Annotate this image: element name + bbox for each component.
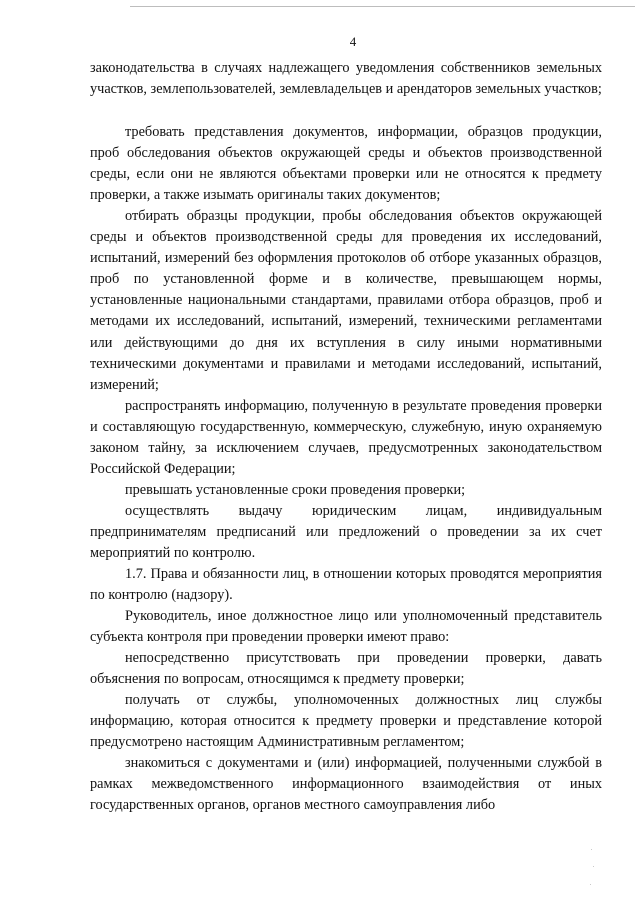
paragraph-10: получать от службы, уполномоченных должностных лиц службы информацию, которая относится к предмету проверки и представление которой предусмотрено настоящим Административным регламентом; [90, 692, 602, 751]
paragraph-7: 1.7. Права и обязанности лиц, в отношении которых проводятся мероприятия по контролю (надзору). [90, 566, 602, 604]
paragraph-3: отбирать образцы продукции, пробы обследования объектов окружающей среды и объектов производственной среды для проведения их исследований, испытаний, измерений без оформления протоколов об отборе указанных образцов, проб по установленной форме и в количестве, превышающем нормы, установленные национальными стандартами, правилами отбора образцов, проб и методами их исследований, испытаний, измерений, техническими регламентами или действующими до дня их вступления в силу иными нормативными техническими документами и правилами и методами исследований, испытаний, измерений; [90, 208, 602, 393]
page-number: 4 [349, 34, 357, 49]
scan-speck [593, 866, 594, 867]
scan-speck [590, 884, 591, 885]
paragraph-9: непосредственно присутствовать при проведении проверки, давать объяснения по вопросам, относящимся к предмету проверки; [90, 650, 602, 688]
paragraph-2: требовать представления документов, информации, образцов продукции, проб обследования объектов окружающей среды и объектов производственной среды, если они не являются объектами проверки или не относятся к предмету проверки, а также изымать оригиналы таких документов; [90, 124, 602, 204]
paragraph-4: распространять информацию, полученную в результате проведения проверки и составляющую государственную, коммерческую, служебную, иную охраняемую законом тайну, за исключением случаев, предусмотренных законодательством Российской Федерации; [90, 398, 602, 478]
paragraph-8: Руководитель, иное должностное лицо или уполномоченный представитель субъекта контроля при проведении проверки имеют право: [90, 608, 602, 646]
scan-speck [591, 849, 592, 850]
paragraph-1: законодательства в случаях надлежащего уведомления собственников земельных участков, землепользователей, землевладельцев и арендаторов земельных участков; [90, 60, 602, 98]
paragraph-11: знакомиться с документами и (или) информацией, полученными службой в рамках межведомственного информационного взаимодействия от иных государственных органов, органов местного самоуправления либо [90, 755, 602, 814]
paragraph-6: осуществлять выдачу юридическим лицам, индивидуальным предпринимателям предписаний или предложений о проведении за их счет мероприятий по контролю. [90, 503, 602, 562]
scan-top-edge-line [130, 6, 635, 7]
paragraph-5: превышать установленные сроки проведения проверки; [125, 482, 466, 498]
